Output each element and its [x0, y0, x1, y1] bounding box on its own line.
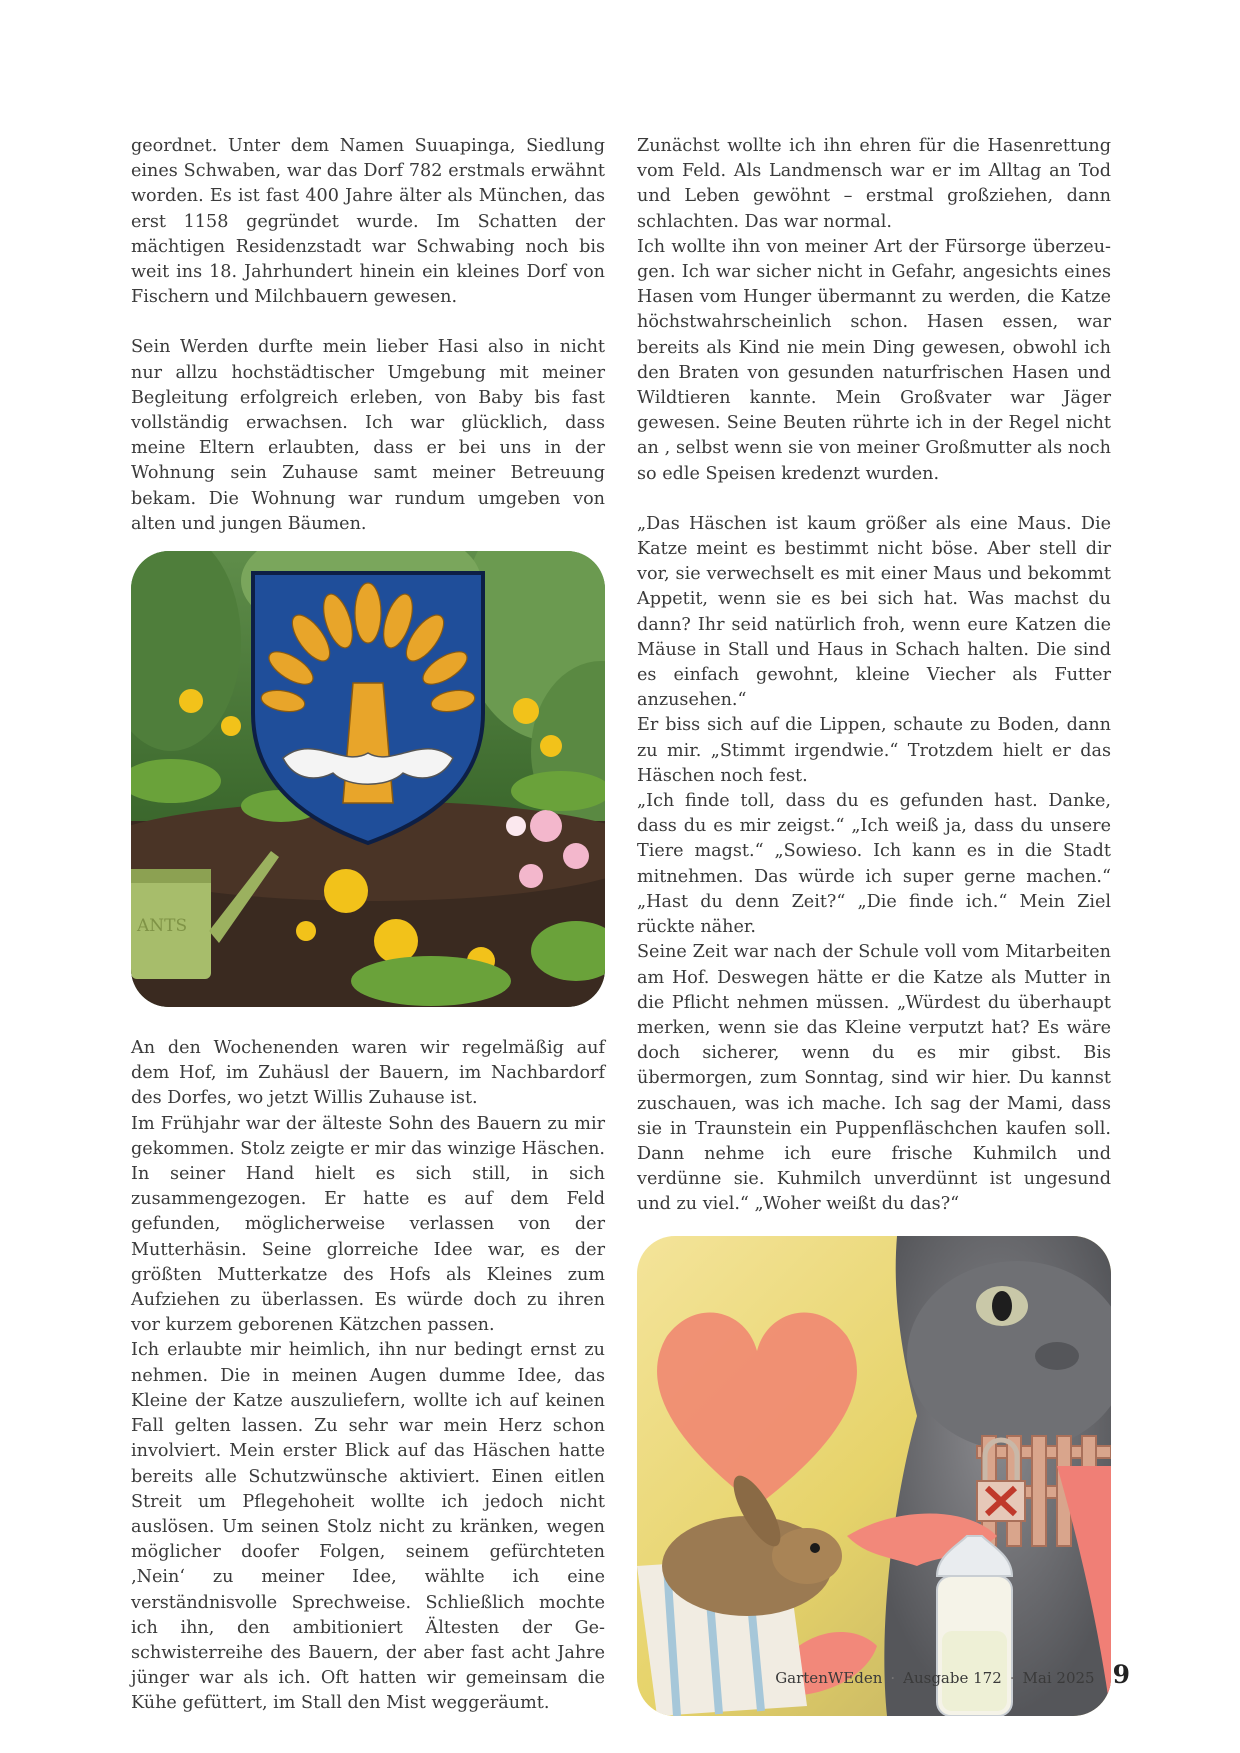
page-number: 9	[1112, 1660, 1130, 1689]
garden-coat-of-arms-image	[131, 551, 605, 1007]
right-column	[637, 134, 1111, 1716]
left-column	[131, 134, 605, 1717]
watering-can-label: ANTS	[137, 916, 188, 937]
paragraph: „Ich finde toll, dass du es gefunden hast. Danke, dass du es mir zeigst.“ „Ich weiß ja, dass du unsere Tiere magst.“ „Sowieso. Ich kann es in die Stadt mitnehmen. Das würde ich super gerne machen.“ „Hast du denn Zeit?“ „Die finde ich.“ Mein Ziel rückte näher.	[637, 791, 1111, 938]
paragraph: Ich wollte ihn von meiner Art der Fürsorge überzeugen. Ich war sicher nicht in Gefahr, angesichts eines Hasen vom Hunger übermannt zu werden, die Katze höchstwahrscheinlich schon. Hasen essen, war bereits als Kind nie mein Ding gewesen, obwohl ich den Braten von gesunden naturfrischen Hasen und Wildtieren kannte. Mein Großvater war Jäger gewesen. Seine Beuten rührte ich in der Regel nicht an , selbst wenn sie von meiner Großmutter als noch so edle Speisen kredenzt wurden.	[637, 236, 1111, 484]
paragraph: Zunächst wollte ich ihn ehren für die Hasenrettung vom Feld. Als Landmensch war er im Alltag an Tod und Leben gewöhnt – erstmal großziehen, dann schlachten. Das war normal.	[637, 136, 1111, 232]
paragraph: „Das Häschen ist kaum größer als eine Maus. Die Katze meint es bestimmt nicht böse. Aber stell dir vor, sie verwechselt es mit einer Maus und bekommt Appetit, wenn sie es bei sich hat. Was machst du dann? Ihr seid natürlich froh, wenn eure Katzen die Mäuse in Stall und Haus in Schach halten. Die sind es einfach gewohnt, kleine Viecher als Futter anzusehen.“	[637, 513, 1111, 711]
cat-rabbit-collage-image	[637, 1236, 1111, 1716]
cat-rabbit-collage-svg	[637, 1236, 1111, 1716]
paragraph: An den Wochenenden waren wir regelmäßig auf dem Hof, im Zuhäusl der Bauern, im Nachbardorf des Dorfes, wo jetzt Willis Zuhause ist.	[131, 1038, 605, 1109]
issue-number: Ausgabe 172	[903, 1669, 1002, 1687]
separator: ·	[890, 1669, 896, 1687]
paragraph: Er biss sich auf die Lippen, schaute zu Boden, dann zu mir. „Stimmt irgendwie.“ Trotzdem hielt er das Häschen noch fest.	[637, 715, 1111, 786]
paragraph: geordnet. Unter dem Namen Suuapinga, Siedlung eines Schwaben, war das Dorf 782 erstmals erwähnt worden. Es ist fast 400 Jahre älter als München, das erst 1158 gegründet wurde. Im Schatten der mächtigen Residenzstadt war Schwabing noch bis weit ins 18. Jahrhundert hinein ein kleines Dorf von Fischern und Milchbauern gewesen.	[131, 136, 605, 308]
garden-collage-svg	[131, 551, 605, 1007]
paragraph: Seine Zeit war nach der Schule voll vom Mitarbeiten am Hof. Deswegen hätte er die Katze als Mutter in die Pflicht nehmen müssen. „Würdest du überhaupt merken, wenn sie das Kleine verputzt hat? Es wäre doch sicherer, wenn du es mir gibst. Bis übermorgen, zum Sonntag, sind wir hier. Du kannst zuschauen, was ich mache. Ich sag der Mami, dass sie in Traunstein ein Puppenfläschchen kaufen soll. Dann nehme ich eure frische Kuhmilch und verdünne sie. Kuhmilch unverdünnt ist ungesund und zu viel.“ „Woher weißt du das?“	[637, 942, 1111, 1215]
paragraph: Ich erlaubte mir heimlich, ihn nur bedingt ernst zu nehmen. Die in meinen Augen dumme Idee, das Kleine der Katze auszuliefern, wollte ich auf keinen Fall gelten lassen. Zu sehr war mein Herz schon involviert. Mein erster Blick auf das Häschen hatte bereits alle Schutzwünsche aktiviert. Einen eitlen Streit um Pflegehoheit wollte ich jedoch nicht auslösen. Um seinen Stolz nicht zu kränken, wegen möglicher doofer Folgen, seinem gefürchteten ‚Nein‘ zu meiner Idee, wählte ich eine verständnisvolle Sprechweise. Schließlich mochte ich ihn, den ambitioniert Ältesten der Geschwisterreihe des Bauern, der aber fast acht Jahre jünger war als ich. Oft hatten wir gemeinsam die Kühe gefüttert, im Stall den Mist weggeräumt.	[131, 1340, 605, 1714]
separator: ·	[1009, 1669, 1015, 1687]
page-footer	[775, 1660, 1130, 1689]
paragraph: Sein Werden durfte mein lieber Hasi also in nicht nur allzu hochstädtischer Umgebung mit meiner Begleitung erfolgreich erleben, von Baby bis fast vollständig erwachsen. Ich war glücklich, dass meine Eltern erlaubten, dass er bei uns in der Wohnung sein Zuhause samt meiner Betreuung bekam. Die Wohnung war rundum umgeben von alten und jungen Bäumen.	[131, 337, 605, 534]
issue-date: Mai 2025	[1022, 1669, 1095, 1687]
paragraph: Im Frühjahr war der älteste Sohn des Bauern zu mir gekommen. Stolz zeigte er mir das winzige Häschen. In seiner Hand hielt es sich still, in sich zusammengezogen. Er hatte es auf dem Feld gefunden, möglicherweise verlassen von der Mutterhäsin. Seine glorreiche Idee war, es der größten Mutterkatze des Hofs als Kleines zum Aufziehen zu überlassen. Es würde doch zu ihren vor kurzem geborenen Kätzchen passen.	[131, 1113, 605, 1336]
magazine-name: GartenWEden	[775, 1669, 883, 1687]
